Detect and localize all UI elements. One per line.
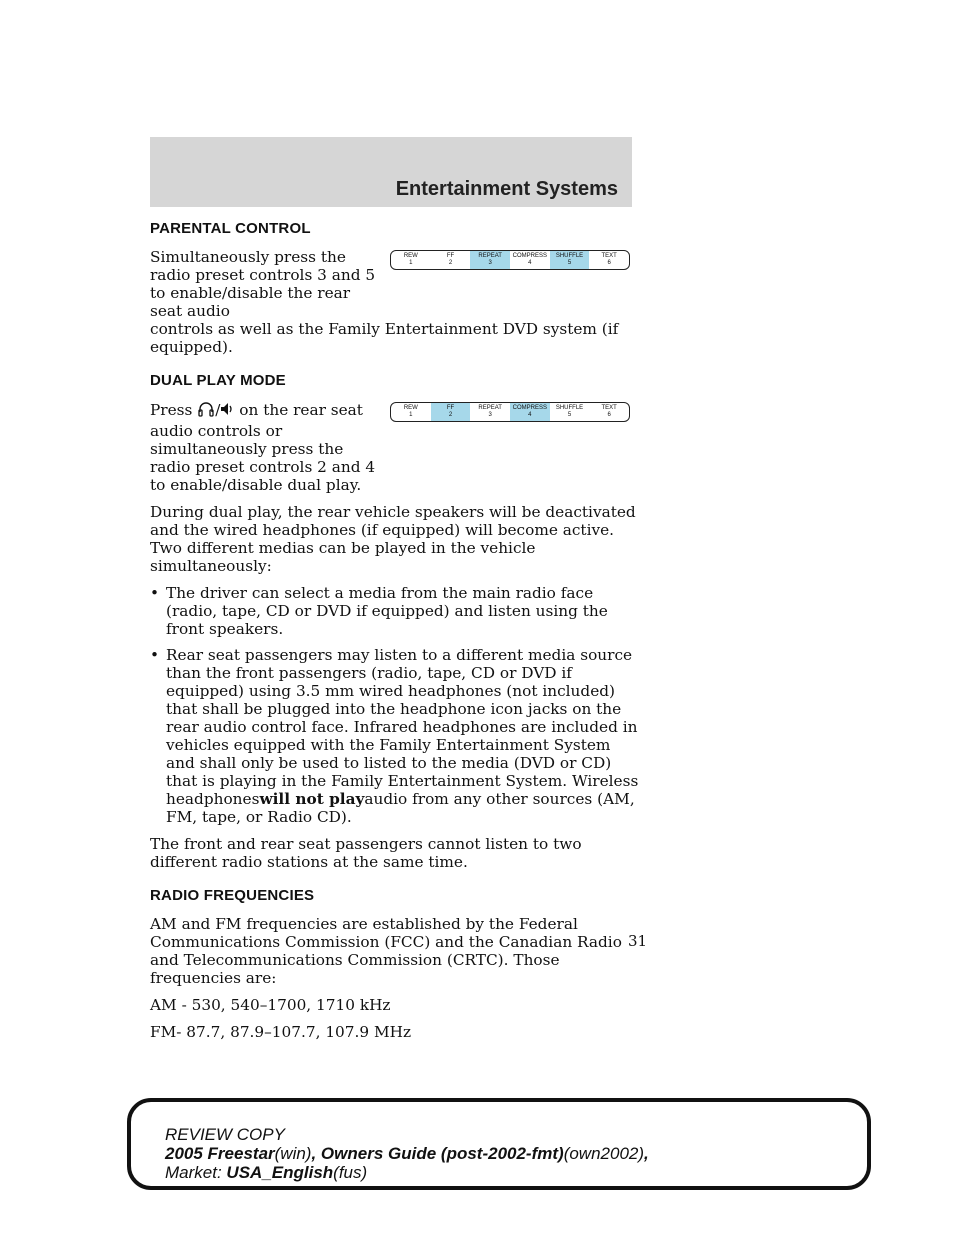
preset-button-label: FF bbox=[446, 405, 455, 411]
preset-button-2 bbox=[431, 403, 471, 421]
preset-button-2 bbox=[431, 251, 471, 269]
preset-button-5 bbox=[550, 403, 590, 421]
market-name: USA_English bbox=[226, 1163, 334, 1182]
dual-play-row bbox=[150, 400, 640, 494]
market-label: Market: bbox=[165, 1163, 222, 1182]
preset-button-label: REPEAT bbox=[478, 253, 502, 259]
parental-control-row bbox=[150, 248, 640, 320]
preset-button-4 bbox=[510, 403, 550, 421]
fm-frequencies: FM- 87.7, 87.9–107.7, 107.9 MHz bbox=[150, 1023, 412, 1041]
preset-button-label: SHUFFLE bbox=[555, 405, 584, 411]
radio-frequencies-paragraph: AM and FM frequencies are established by the Federal Communications Commission (FCC) and the Canadian Radio and Telecommunications Commission (CRTC). Those frequencies are: bbox=[150, 915, 622, 987]
preset-button-3 bbox=[470, 403, 510, 421]
page-content bbox=[150, 220, 640, 1050]
preset-button-number: 6 bbox=[607, 412, 611, 418]
bold-phrase: will not play bbox=[259, 790, 365, 808]
preset-button-number: 3 bbox=[488, 260, 492, 266]
preset-button-1 bbox=[391, 251, 431, 269]
preset-button-label: REW bbox=[403, 405, 418, 411]
list-item bbox=[150, 584, 640, 638]
preset-button-label: REPEAT bbox=[478, 405, 502, 411]
bullet-text: The driver can select a media from the main radio face (radio, tape, CD or DVD if equipped) and listen using the front speakers. bbox=[166, 584, 608, 638]
am-frequencies: AM - 530, 540–1700, 1710 kHz bbox=[150, 996, 391, 1014]
page-number: 31 bbox=[628, 932, 648, 950]
dual-play-list bbox=[150, 584, 640, 826]
preset-button-6 bbox=[589, 403, 629, 421]
preset-button-label: COMPRESS bbox=[512, 253, 548, 259]
press-word: Press bbox=[150, 401, 193, 419]
preset-button-number: 1 bbox=[409, 260, 413, 266]
comma: , bbox=[644, 1144, 649, 1163]
preset-button-number: 5 bbox=[567, 412, 572, 418]
preset-button-number: 1 bbox=[409, 412, 413, 418]
preset-button-number: 6 bbox=[607, 260, 611, 266]
market-code: (fus) bbox=[333, 1163, 368, 1182]
dual-play-heading: DUAL PLAY MODE bbox=[150, 372, 286, 389]
review-copy-text bbox=[165, 1125, 649, 1182]
model-name: 2005 Freestar bbox=[165, 1144, 275, 1163]
parental-control-heading: PARENTAL CONTROL bbox=[150, 220, 311, 237]
guide-code: (own2002) bbox=[563, 1144, 645, 1163]
preset-button-panel-parental bbox=[390, 250, 630, 270]
guide-name: , Owners Guide (post-2002-fmt) bbox=[311, 1144, 564, 1163]
preset-button-label: COMPRESS bbox=[512, 405, 548, 411]
parental-control-text-cont: controls as well as the Family Entertainment DVD system (if equipped). bbox=[150, 320, 619, 356]
preset-button-5 bbox=[550, 251, 590, 269]
dual-play-instructions: on the rear seat audio controls or simultaneously press the radio preset controls 2 and 4 to enable/disable dual play. bbox=[150, 401, 376, 494]
preset-button-number: 3 bbox=[488, 412, 492, 418]
preset-button-4 bbox=[510, 251, 550, 269]
preset-button-panel-dual bbox=[390, 402, 630, 422]
preset-button-label: FF bbox=[446, 253, 455, 259]
radio-frequencies-heading: RADIO FREQUENCIES bbox=[150, 887, 315, 904]
preset-button-number: 2 bbox=[448, 260, 453, 266]
bullet: • bbox=[150, 584, 160, 602]
dual-play-text bbox=[150, 400, 378, 494]
section-title: Entertainment Systems bbox=[395, 178, 618, 200]
bullet-text-cont: audio from any other sources (AM, FM, tape, or Radio CD). bbox=[166, 790, 635, 826]
bullet-text: Rear seat passengers may listen to a different media source than the front passengers (radio, tape, CD or DVD if equipped) using 3.5 mm wired headphones (not included) that shall be plugged into the headphone icon jacks on the rear audio control face. Infrared headphones are included in vehicles equipped with the Family Entertainment System and shall only be used to listed to the media (DVD or CD) that is playing in the Family Entertainment System. Wireless headphones bbox=[166, 646, 639, 808]
preset-button-3 bbox=[470, 251, 510, 269]
footer-market-line bbox=[165, 1163, 649, 1182]
preset-button-label: TEXT bbox=[601, 405, 617, 411]
headphone-icon bbox=[197, 400, 215, 422]
preset-button-1 bbox=[391, 403, 431, 421]
preset-button-number: 4 bbox=[528, 260, 532, 266]
dual-play-paragraph: During dual play, the rear vehicle speakers will be deactivated and the wired headphones (if equipped) will become active. Two different medias can be played in the vehicle simultaneously: bbox=[150, 503, 636, 575]
dual-play-closing: The front and rear seat passengers cannot listen to two different radio stations at the same time. bbox=[150, 835, 582, 871]
slash: / bbox=[215, 401, 221, 419]
speaker-icon bbox=[220, 400, 234, 422]
preset-button-label: SHUFFLE bbox=[555, 253, 584, 259]
preset-button-number: 5 bbox=[567, 260, 572, 266]
preset-button-label: TEXT bbox=[601, 253, 617, 259]
review-copy-label: REVIEW COPY bbox=[165, 1125, 285, 1144]
preset-button-label: REW bbox=[403, 253, 418, 259]
header-band bbox=[150, 137, 632, 207]
preset-button-number: 4 bbox=[528, 412, 532, 418]
footer-model-line bbox=[165, 1144, 649, 1163]
bullet: • bbox=[150, 646, 160, 664]
preset-button-number: 2 bbox=[448, 412, 453, 418]
parental-control-text: Simultaneously press the radio preset controls 3 and 5 to enable/disable the rear seat audio bbox=[150, 248, 376, 320]
list-item bbox=[150, 646, 640, 826]
preset-button-6 bbox=[589, 251, 629, 269]
model-code: (win) bbox=[274, 1144, 312, 1163]
